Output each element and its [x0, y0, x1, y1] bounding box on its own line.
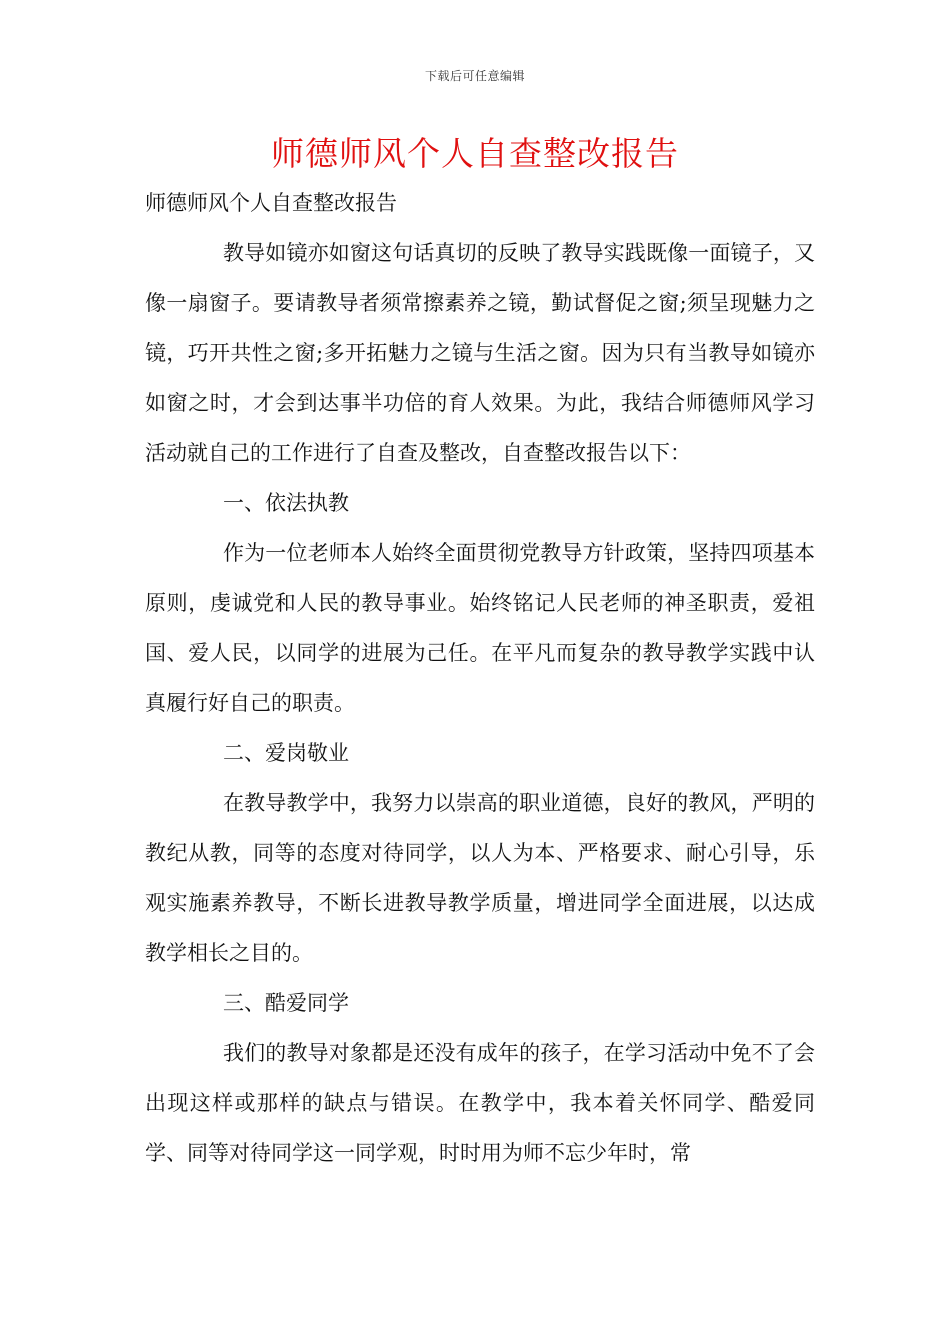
paragraph-section-2: 在教导教学中，我努力以崇高的职业道德，良好的教风，严明的教纪从教，同等的态度对待同学，以人为本、严格要求、耐心引导，乐观实施素养教导，不断长进教导教学质量，增进同学全面进展，以达成教学相长之目的。: [145, 791, 815, 965]
paragraph-intro: 教导如镜亦如窗这句话真切的反映了教导实践既像一面镜子，又像一扇窗子。要请教导者须常擦素养之镜，勤试督促之窗;须呈现魅力之镜，巧开共性之窗;多开拓魅力之镜与生活之窗。因为只有当教导如镜亦如窗之时，才会到达事半功倍的育人效果。为此，我结合师德师风学习活动就自己的工作进行了自查及整改，自查整改报告以下：: [145, 241, 815, 465]
document-title: 师德师风个人自查整改报告: [271, 134, 679, 173]
section-heading-1: 一、依法执教: [223, 491, 349, 515]
document-subtitle: 师德师风个人自查整改报告: [145, 191, 397, 215]
document-body: [145, 178, 815, 1178]
section-heading-2: 二、爱岗敬业: [223, 741, 349, 765]
paragraph-section-1: 作为一位老师本人始终全面贯彻党教导方针政策，坚持四项基本原则，虔诚党和人民的教导事业。始终铭记人民老师的神圣职责，爱祖国、爱人民，以同学的进展为己任。在平凡而复杂的教导教学实践中认真履行好自己的职责。: [145, 541, 815, 715]
paragraph-section-3: 我们的教导对象都是还没有成年的孩子，在学习活动中免不了会出现这样或那样的缺点与错误。在教学中，我本着关怀同学、酷爱同学、同等对待同学这一同学观，时时用为师不忘少年时，常: [145, 1041, 815, 1165]
header-note: 下载后可任意编辑: [424, 69, 525, 83]
section-heading-3: 三、酷爱同学: [223, 991, 349, 1015]
